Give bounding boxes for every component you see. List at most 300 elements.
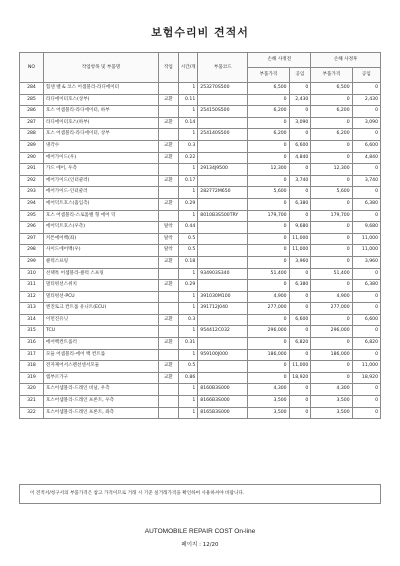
- row-no: 298: [20, 245, 44, 257]
- row-code: [198, 245, 248, 257]
- row-labor-before: 4,840: [289, 152, 311, 164]
- row-code: 954412C032: [198, 326, 248, 338]
- row-parts-after: 179,700: [311, 210, 352, 222]
- row-parts-before: 0: [248, 361, 289, 373]
- row-name: 라디에이터호스(상부): [43, 94, 158, 106]
- row-parts-after: 4,300: [311, 384, 352, 396]
- table-row: [20, 129, 381, 141]
- row-labor-after: 6,600: [352, 140, 380, 152]
- row-work: 교환: [159, 140, 179, 152]
- row-work: [159, 187, 179, 199]
- row-work: 교환: [159, 198, 179, 210]
- row-labor-before: 0: [289, 291, 311, 303]
- row-labor-after: 0: [352, 187, 380, 199]
- row-code: [198, 117, 248, 129]
- row-parts-before: 3,500: [248, 396, 289, 408]
- row-code: 959100J000: [198, 349, 248, 361]
- table-row: [20, 268, 381, 280]
- row-work: [159, 384, 179, 396]
- table-row: [20, 291, 381, 303]
- row-qty: 1: [178, 164, 198, 176]
- row-work: 교환: [159, 94, 179, 106]
- row-qty: 0.5: [178, 233, 198, 245]
- row-no: 287: [20, 117, 44, 129]
- row-parts-before: 0: [248, 222, 289, 234]
- row-code: [198, 198, 248, 210]
- row-no: 286: [20, 106, 44, 118]
- row-parts-before: 277,000: [248, 303, 289, 315]
- row-work: 교환: [159, 256, 179, 268]
- row-labor-after: 3,740: [352, 175, 380, 187]
- row-qty: 1: [178, 326, 198, 338]
- row-work: 교환: [159, 117, 179, 129]
- row-parts-before: 296,000: [248, 326, 289, 338]
- row-parts-before: 3,500: [248, 407, 289, 419]
- row-labor-before: 0: [289, 129, 311, 141]
- row-work: [159, 268, 179, 280]
- row-name: 에어덕트호스(우측): [43, 222, 158, 234]
- row-labor-after: 0: [352, 303, 380, 315]
- header-qty: 시간/개: [178, 53, 198, 83]
- row-work: 교환: [159, 372, 179, 384]
- row-code: [198, 94, 248, 106]
- row-parts-before: 0: [248, 256, 289, 268]
- row-work: [159, 303, 179, 315]
- row-no: 315: [20, 326, 44, 338]
- row-parts-after: 4,900: [311, 291, 352, 303]
- footer-title: AUTOMOBILE REPAIR COST On-line: [144, 528, 256, 535]
- row-parts-after: 0: [311, 198, 352, 210]
- row-labor-after: 11,000: [352, 233, 380, 245]
- row-parts-after: 6,500: [311, 83, 352, 95]
- table-row: [20, 152, 381, 164]
- header-row-top: [20, 53, 381, 68]
- table-row: [20, 222, 381, 234]
- row-labor-after: 0: [352, 210, 380, 222]
- table-row: [20, 384, 381, 396]
- row-qty: 1: [178, 210, 198, 222]
- row-labor-before: 0: [289, 164, 311, 176]
- row-no: 321: [20, 396, 44, 408]
- row-parts-after: 12,300: [311, 164, 352, 176]
- row-code: [198, 233, 248, 245]
- row-labor-before: 0: [289, 210, 311, 222]
- row-code: [198, 256, 248, 268]
- row-name: 엠부르가구: [43, 372, 158, 384]
- row-qty: 1: [178, 291, 198, 303]
- row-qty: 0.11: [178, 94, 198, 106]
- row-code: 282772M650: [198, 187, 248, 199]
- row-work: 탈착: [159, 222, 179, 234]
- table-row: [20, 326, 381, 338]
- row-qty: 1: [178, 384, 198, 396]
- row-parts-before: 0: [248, 140, 289, 152]
- header-before-assessment: 손해 사정전: [248, 53, 311, 68]
- row-code: [198, 361, 248, 373]
- row-labor-after: 6,380: [352, 198, 380, 210]
- row-no: 299: [20, 256, 44, 268]
- row-labor-before: 3,960: [289, 256, 311, 268]
- row-work: [159, 396, 179, 408]
- row-labor-before: 6,820: [289, 338, 311, 350]
- table-row: [20, 83, 381, 95]
- table-row: [20, 338, 381, 350]
- row-labor-before: 3,740: [289, 175, 311, 187]
- header-after-assessment: 손해 사정후: [311, 53, 381, 68]
- row-labor-after: 6,820: [352, 338, 380, 350]
- row-labor-before: 0: [289, 106, 311, 118]
- row-no: 318: [20, 361, 44, 373]
- row-qty: 1: [178, 106, 198, 118]
- row-parts-before: 6,200: [248, 106, 289, 118]
- row-labor-after: 0: [352, 326, 380, 338]
- row-parts-before: 0: [248, 175, 289, 187]
- row-parts-before: 0: [248, 372, 289, 384]
- row-parts-after: 51,400: [311, 268, 352, 280]
- header-code: 부품코드: [198, 53, 248, 83]
- row-parts-after: 6,200: [311, 106, 352, 118]
- row-code: 934903S340: [198, 268, 248, 280]
- row-code: [198, 372, 248, 384]
- table-row: [20, 349, 381, 361]
- table-body: [20, 83, 381, 419]
- row-labor-after: 0: [352, 164, 380, 176]
- row-labor-before: 18,920: [289, 372, 311, 384]
- row-work: [159, 106, 179, 118]
- row-no: 317: [20, 349, 44, 361]
- row-name: 힘센 벨 & 코스 어셈블리-라디에이터: [43, 83, 158, 95]
- row-labor-after: 0: [352, 129, 380, 141]
- row-parts-after: 0: [311, 245, 352, 257]
- row-parts-before: 0: [248, 245, 289, 257]
- row-name: 멀티펑션-PCU: [43, 291, 158, 303]
- row-parts-before: 6,200: [248, 129, 289, 141]
- row-parts-after: 277,000: [311, 303, 352, 315]
- row-no: 316: [20, 338, 44, 350]
- row-name: 호스어셈블리-드레인 프론트, 우측: [43, 396, 158, 408]
- row-name: 선택톡 어셈블리-클럭 스프링: [43, 268, 158, 280]
- row-labor-after: 11,000: [352, 245, 380, 257]
- row-work: [159, 83, 179, 95]
- row-name: 사이드에어백(우): [43, 245, 158, 257]
- row-qty: 1: [178, 396, 198, 408]
- row-name: 에어덕트호스(흡입측): [43, 198, 158, 210]
- row-parts-after: 186,000: [311, 349, 352, 361]
- row-work: 교환: [159, 280, 179, 292]
- row-labor-before: 0: [289, 268, 311, 280]
- row-no: 284: [20, 83, 44, 95]
- row-labor-before: 11,000: [289, 361, 311, 373]
- row-name: 호스 어셈블리-라디에이터, 상부: [43, 129, 158, 141]
- row-labor-after: 0: [352, 349, 380, 361]
- row-work: [159, 129, 179, 141]
- row-no: 290: [20, 152, 44, 164]
- row-parts-before: 4,300: [248, 384, 289, 396]
- row-parts-after: 0: [311, 256, 352, 268]
- row-name: 엔진토크 컨트롤 유니트(ECU): [43, 303, 158, 315]
- table-row: [20, 256, 381, 268]
- row-labor-after: 18,920: [352, 372, 380, 384]
- row-parts-before: 0: [248, 198, 289, 210]
- row-labor-after: 0: [352, 384, 380, 396]
- row-no: 288: [20, 129, 44, 141]
- row-parts-after: 0: [311, 314, 352, 326]
- row-labor-after: 0: [352, 407, 380, 419]
- row-name: 커튼에어백(좌): [43, 233, 158, 245]
- table-row: [20, 407, 381, 419]
- row-work: 교환: [159, 338, 179, 350]
- header-labor-after: 공임: [352, 68, 380, 83]
- row-parts-after: 6,200: [311, 129, 352, 141]
- row-name: 멀티펑션스위치: [43, 280, 158, 292]
- row-qty: 0.18: [178, 256, 198, 268]
- row-labor-before: 6,600: [289, 140, 311, 152]
- row-name: TCU: [43, 326, 158, 338]
- row-work: [159, 210, 179, 222]
- row-name: 라디에이터호스(하부): [43, 117, 158, 129]
- row-labor-before: 0: [289, 187, 311, 199]
- row-parts-after: 296,000: [311, 326, 352, 338]
- row-work: 교환: [159, 175, 179, 187]
- row-parts-after: 0: [311, 233, 352, 245]
- table-row: [20, 245, 381, 257]
- row-code: 391712J040: [198, 303, 248, 315]
- row-labor-before: 0: [289, 384, 311, 396]
- row-labor-after: 0: [352, 291, 380, 303]
- row-no: 294: [20, 198, 44, 210]
- row-name: 에어가이드(우): [43, 152, 158, 164]
- row-labor-before: 0: [289, 396, 311, 408]
- row-qty: 0.14: [178, 117, 198, 129]
- row-labor-after: 0: [352, 83, 380, 95]
- row-labor-after: 6,600: [352, 314, 380, 326]
- table-row: [20, 396, 381, 408]
- row-work: [159, 407, 179, 419]
- notice-box: 이 견적서/청구서의 부품가격은 참고 가격이므로 거래 시 기준 실거래가격을 확인하여 사용하셔야 바랍니다.: [19, 484, 381, 504]
- row-name: 호스 어셈블리-라디에이터, 하부: [43, 106, 158, 118]
- row-qty: 0.31: [178, 338, 198, 350]
- row-code: 8166B3S000: [198, 396, 248, 408]
- row-no: 310: [20, 268, 44, 280]
- row-labor-after: 11,000: [352, 361, 380, 373]
- row-name: 이먼진유닛: [43, 314, 158, 326]
- row-code: 253270S500: [198, 83, 248, 95]
- row-parts-after: 0: [311, 222, 352, 234]
- estimate-table: [19, 52, 381, 419]
- row-parts-after: 0: [311, 280, 352, 292]
- row-no: 291: [20, 164, 44, 176]
- row-qty: 1: [178, 268, 198, 280]
- row-code: 8160B3S000: [198, 384, 248, 396]
- row-labor-before: 11,000: [289, 233, 311, 245]
- row-labor-before: 0: [289, 326, 311, 338]
- row-qty: 0.5: [178, 245, 198, 257]
- document-title: 보험수리비 견적서: [151, 26, 249, 39]
- row-parts-before: 4,900: [248, 291, 289, 303]
- row-parts-before: 0: [248, 314, 289, 326]
- row-labor-after: 2,430: [352, 94, 380, 106]
- row-parts-before: 0: [248, 233, 289, 245]
- row-work: 탈착: [159, 233, 179, 245]
- row-labor-before: 6,600: [289, 314, 311, 326]
- row-no: 285: [20, 94, 44, 106]
- row-parts-after: 5,600: [311, 187, 352, 199]
- row-name: 호스어셈블리-드레인 비닐, 우측: [43, 384, 158, 396]
- table-row: [20, 361, 381, 373]
- row-labor-after: 6,380: [352, 280, 380, 292]
- row-qty: 0.29: [178, 198, 198, 210]
- row-qty: 1: [178, 303, 198, 315]
- row-qty: 1: [178, 83, 198, 95]
- row-qty: 0.44: [178, 222, 198, 234]
- row-qty: 1: [178, 129, 198, 141]
- header-name: 작업항목 및 부품명: [43, 53, 158, 83]
- row-no: 292: [20, 175, 44, 187]
- header-labor-before: 공임: [289, 68, 311, 83]
- row-parts-before: 0: [248, 280, 289, 292]
- row-code: 8165B3S000: [198, 407, 248, 419]
- row-code: 29134J9500: [198, 164, 248, 176]
- row-qty: 1: [178, 407, 198, 419]
- row-parts-before: 0: [248, 152, 289, 164]
- row-no: 296: [20, 222, 44, 234]
- row-qty: 0.86: [178, 372, 198, 384]
- row-labor-before: 6,380: [289, 280, 311, 292]
- row-labor-after: 3,090: [352, 117, 380, 129]
- row-labor-before: 9,680: [289, 222, 311, 234]
- table-row: [20, 117, 381, 129]
- row-code: [198, 152, 248, 164]
- row-name: 호스 어셈블리-스로틀밸 형 에어 덕: [43, 210, 158, 222]
- table-row: [20, 106, 381, 118]
- row-work: [159, 326, 179, 338]
- row-no: 297: [20, 233, 44, 245]
- row-qty: 1: [178, 349, 198, 361]
- row-parts-after: 3,500: [311, 396, 352, 408]
- table-row: [20, 314, 381, 326]
- row-labor-before: 2,430: [289, 94, 311, 106]
- row-parts-after: 0: [311, 361, 352, 373]
- row-code: 391030M100: [198, 291, 248, 303]
- table-row: [20, 233, 381, 245]
- row-name: 모듈 어셈블리-에어 백 컨트롤: [43, 349, 158, 361]
- row-labor-before: 0: [289, 349, 311, 361]
- table-row: [20, 210, 381, 222]
- table-row: [20, 187, 381, 199]
- row-parts-before: 51,400: [248, 268, 289, 280]
- row-parts-after: 0: [311, 152, 352, 164]
- header-parts-before: 부품가격: [248, 68, 289, 83]
- row-no: 289: [20, 140, 44, 152]
- row-name: 에어가이드-인터쿨러: [43, 187, 158, 199]
- row-code: [198, 280, 248, 292]
- row-name: 냉각수: [43, 140, 158, 152]
- header-work: 작업: [159, 53, 179, 83]
- row-parts-before: 0: [248, 338, 289, 350]
- row-no: 293: [20, 187, 44, 199]
- row-no: 319: [20, 372, 44, 384]
- row-code: [198, 140, 248, 152]
- row-name: 가드 에어, 우측: [43, 164, 158, 176]
- row-qty: 0.5: [178, 361, 198, 373]
- row-labor-before: 11,000: [289, 245, 311, 257]
- table-row: [20, 164, 381, 176]
- row-parts-after: 0: [311, 372, 352, 384]
- row-work: 교환: [159, 361, 179, 373]
- row-labor-before: 0: [289, 83, 311, 95]
- row-labor-after: 9,680: [352, 222, 380, 234]
- row-name: 호스어셈블리-드레인 프론트, 좌측: [43, 407, 158, 419]
- row-name: 클럭스프링: [43, 256, 158, 268]
- page-number: 페이지 : 12/20: [181, 542, 219, 548]
- row-parts-after: 3,500: [311, 407, 352, 419]
- row-work: [159, 291, 179, 303]
- row-code: [198, 314, 248, 326]
- row-labor-before: 0: [289, 407, 311, 419]
- row-qty: 0.3: [178, 314, 198, 326]
- row-qty: 0.17: [178, 175, 198, 187]
- row-parts-after: 0: [311, 140, 352, 152]
- row-parts-before: 5,600: [248, 187, 289, 199]
- row-labor-before: 3,090: [289, 117, 311, 129]
- row-work: 교환: [159, 314, 179, 326]
- table-row: [20, 303, 381, 315]
- row-parts-before: 179,700: [248, 210, 289, 222]
- row-parts-before: 0: [248, 117, 289, 129]
- row-no: 295: [20, 210, 44, 222]
- row-no: 314: [20, 314, 44, 326]
- row-name: 전자제어서스펜션센서모듈: [43, 361, 158, 373]
- row-name: 에어백컨트롤러: [43, 338, 158, 350]
- row-no: 313: [20, 303, 44, 315]
- row-parts-before: 12,300: [248, 164, 289, 176]
- row-code: 8010B3S500TRY: [198, 210, 248, 222]
- row-code: 254150S500: [198, 106, 248, 118]
- row-qty: 0.29: [178, 280, 198, 292]
- row-parts-after: 0: [311, 94, 352, 106]
- row-parts-before: 0: [248, 94, 289, 106]
- row-labor-after: 4,840: [352, 152, 380, 164]
- table-row: [20, 140, 381, 152]
- row-parts-after: 0: [311, 175, 352, 187]
- row-work: 탈착: [159, 245, 179, 257]
- header-parts-after: 부품가격: [311, 68, 352, 83]
- row-labor-before: 6,380: [289, 198, 311, 210]
- row-parts-after: 0: [311, 117, 352, 129]
- row-code: [198, 175, 248, 187]
- row-qty: 0.22: [178, 152, 198, 164]
- row-labor-after: 0: [352, 396, 380, 408]
- row-labor-after: 0: [352, 106, 380, 118]
- row-no: 322: [20, 407, 44, 419]
- row-no: 320: [20, 384, 44, 396]
- table-row: [20, 94, 381, 106]
- row-qty: 1: [178, 187, 198, 199]
- row-parts-after: 0: [311, 338, 352, 350]
- row-no: 311: [20, 280, 44, 292]
- row-parts-before: 6,500: [248, 83, 289, 95]
- row-work: 교환: [159, 152, 179, 164]
- row-parts-before: 186,000: [248, 349, 289, 361]
- table-row: [20, 175, 381, 187]
- row-name: 에어가이드(인터쿨러): [43, 175, 158, 187]
- header-no: NO: [20, 53, 44, 83]
- row-work: [159, 164, 179, 176]
- row-labor-before: 0: [289, 303, 311, 315]
- row-qty: 0.3: [178, 140, 198, 152]
- table-row: [20, 280, 381, 292]
- row-code: [198, 222, 248, 234]
